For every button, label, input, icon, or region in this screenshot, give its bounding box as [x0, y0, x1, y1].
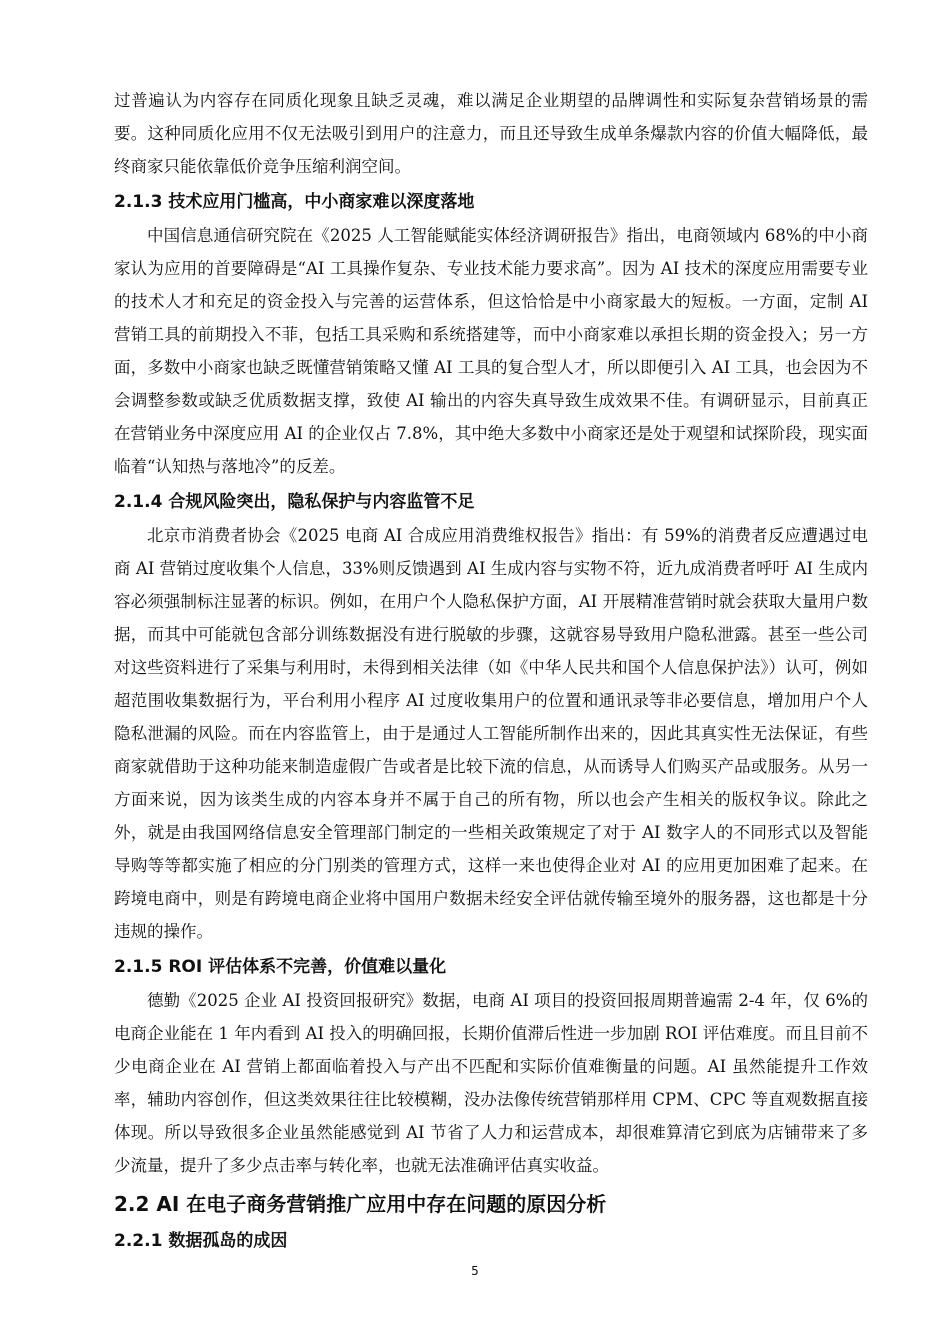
page-number: 5	[471, 1264, 479, 1278]
continuation-paragraph: 过普遍认为内容存在同质化现象且缺乏灵魂，难以满足企业期望的品牌调性和实际复杂营销场景的需要。这种同质化应用不仅无法吸引到用户的注意力，而且还导致生成单条爆款内容的价值大幅降低，最终商家只能依靠低价竞争压缩利润空间。	[114, 91, 868, 176]
section-paragraph-2-1-3: 中国信息通信研究院在《2025 人工智能赋能实体经济调研报告》指出，电商领域内 68%的中小商家认为应用的首要障碍是“AI 工具操作复杂、专业技术能力要求高”。因为 AI 技术的深度应用需要专业的技术人才和充足的资金投入与完善的运营体系，但这恰恰是中小商家最大的短板。一方面，定制 AI 营销工具的前期投入不菲，包括工具采购和系统搭建等，而中小商家难以承担长期的资金投入；另一方面，多数中小商家也缺乏既懂营销策略又懂 AI 工具的复合型人才，所以即便引入 AI 工具，也会因为不会调整参数或缺乏优质数据支撑，致使 AI 输出的内容失真导致生成效果不佳。有调研显示，目前真正在营销业务中深度应用 AI 的企业仅占 7.8%，其中绝大多数中小商家还是处于观望和试探阶段，现实面临着“认知热与落地冷”的反差。	[114, 226, 868, 476]
section-paragraph-2-1-4: 北京市消费者协会《2025 电商 AI 合成应用消费维权报告》指出：有 59%的消费者反应遭遇过电商 AI 营销过度收集个人信息，33%则反馈遇到 AI 生成内容与实物不符，近九成消费者呼吁 AI 生成内容必须强制标注显著的标识。例如，在用户个人隐私保护方面，AI 开展精准营销时就会获取大量用户数据，而其中可能就包含部分训练数据没有进行脱敏的步骤，这就容易导致用户隐私泄露。甚至一些公司对这些资料进行了采集与利用时，未得到相关法律（如《中华人民共和国个人信息保护法》）认可，例如超范围收集数据行为，平台利用小程序 AI 过度收集用户的位置和通讯录等非必要信息，增加用户个人隐私泄漏的风险。而在内容监管上，由于是通过人工智能所制作出来的，因此其真实性无法保证，有些商家就借助于这种功能来制造虚假广告或者是比较下流的信息，从而诱导人们购买产品或服务。从另一方面来说，因为该类生成的内容本身并不属于自己的所有物，所以也会产生相关的版权争议。除此之外，就是由我国网络信息安全管理部门制定的一些相关政策规定了对于 AI 数字人的不同形式以及智能导购等等都实施了相应的分门别类的管理方式，这样一来也使得企业对 AI 的应用更加困难了起来。在跨境电商中，则是有跨境电商企业将中国用户数据未经安全评估就传输至境外的服务器，这也都是十分违规的操作。	[114, 526, 868, 941]
section-heading-2-1-4: 2.1.4 合规风险突出，隐私保护与内容监管不足	[114, 492, 475, 512]
section-heading-2-2-1: 2.2.1 数据孤岛的成因	[114, 1231, 288, 1251]
section-paragraph-2-1-5: 德勤《2025 企业 AI 投资回报研究》数据，电商 AI 项目的投资回报周期普遍需 2-4 年，仅 6%的电商企业能在 1 年内看到 AI 投入的明确回报，长期价值滞后性进一步加剧 ROI 评估难度。而且目前不少电商企业在 AI 营销上都面临着投入与产出不匹配和实际价值难衡量的问题。AI 虽然能提升工作效率，辅助内容创作，但这类效果往往比较模糊，没办法像传统营销那样用 CPM、CPC 等直观数据直接体现。所以导致很多企业虽然能感觉到 AI 节省了人力和运营成本，却很难算清它到底为店铺带来了多少流量，提升了多少点击率与转化率，也就无法准确评估真实收益。	[114, 991, 868, 1175]
body-text	[114, 84, 868, 1258]
section-heading-2-1-5: 2.1.5 ROI 评估体系不完善，价值难以量化	[114, 957, 447, 977]
section-heading-2-1-3: 2.1.3 技术应用门槛高，中小商家难以深度落地	[114, 192, 475, 212]
section-heading-2-2: 2.2 AI 在电子商务营销推广应用中存在问题的原因分析	[114, 1192, 607, 1216]
